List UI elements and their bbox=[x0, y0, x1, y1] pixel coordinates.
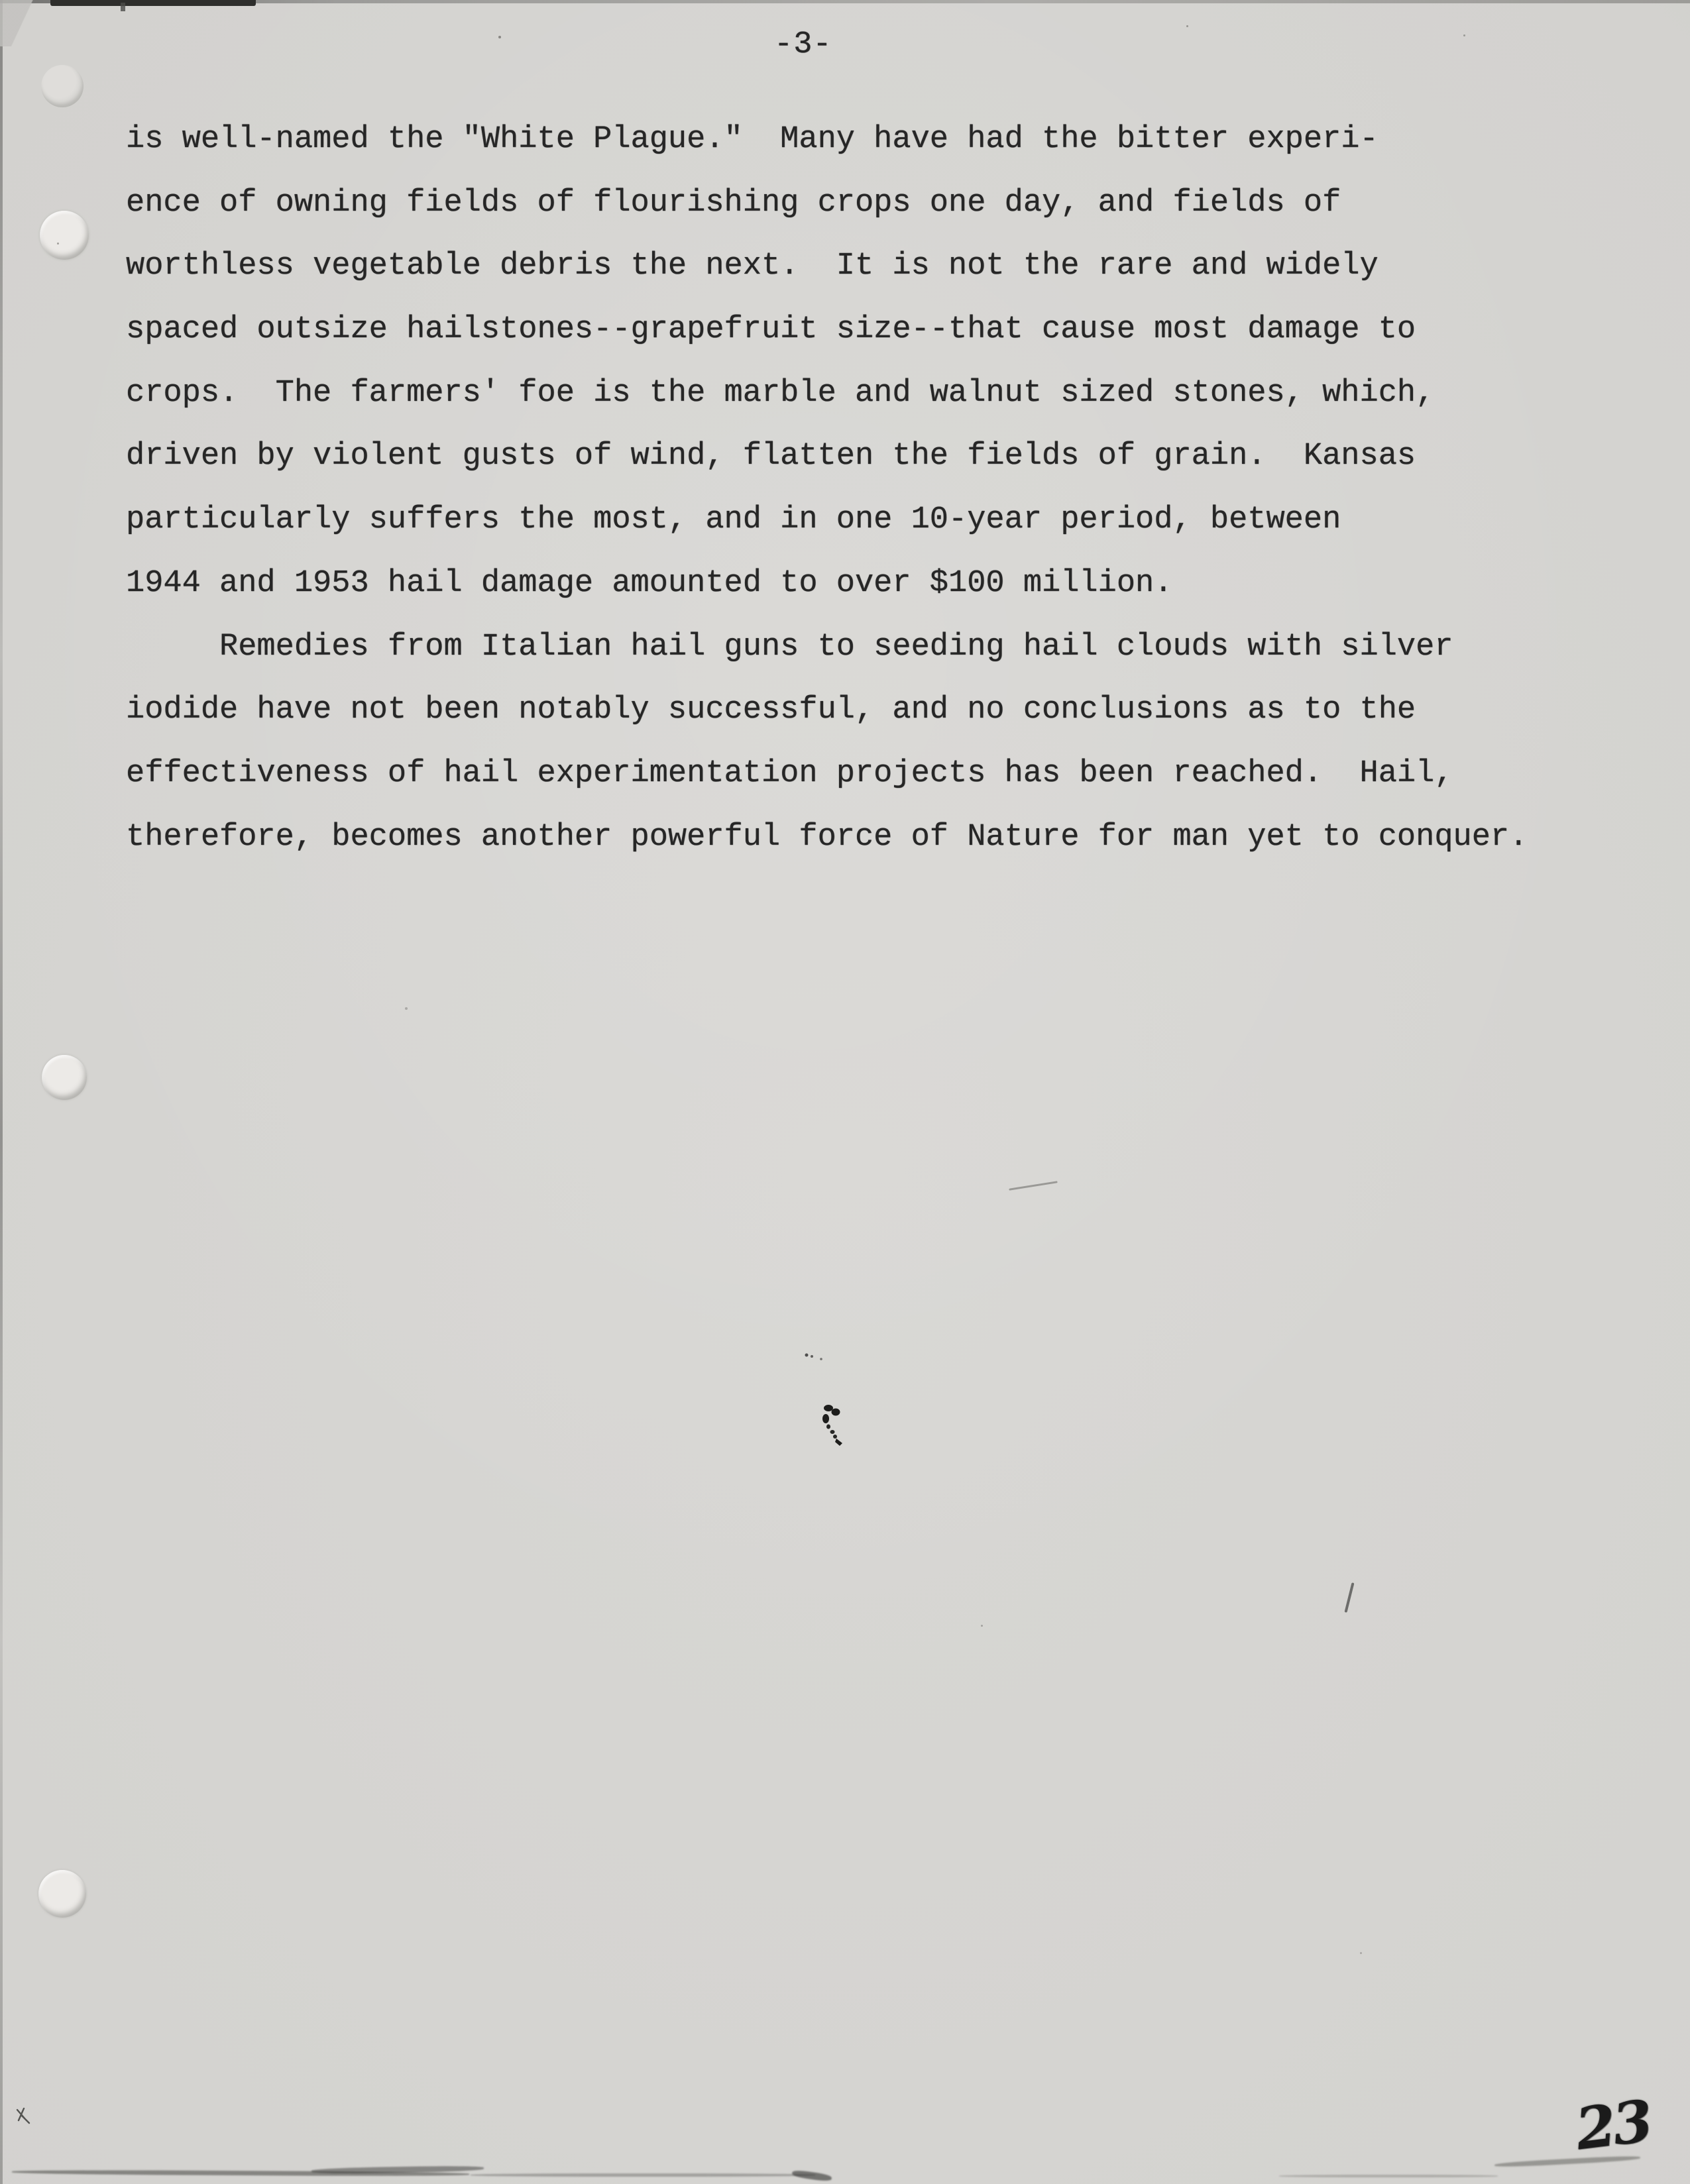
speck bbox=[1360, 1952, 1362, 1954]
text-line: crops. The farmers' foe is the marble and walnut sized stones, which, bbox=[126, 375, 1435, 411]
speck bbox=[405, 1007, 408, 1010]
text-line: ence of owning fields of flourishing crops one day, and fields of bbox=[126, 185, 1341, 221]
pen-slash-mark bbox=[1344, 1582, 1354, 1613]
punch-hole-middle bbox=[42, 1055, 87, 1100]
text-line: effectiveness of hail experimentation projects has been reached. Hail, bbox=[126, 755, 1453, 791]
paper-dimple bbox=[41, 65, 84, 107]
text-line: worthless vegetable debris the next. It is not the rare and widely bbox=[126, 248, 1379, 284]
scan-top-edge-dark-segment bbox=[50, 0, 256, 6]
text-line: therefore, becomes another powerful force of Nature for man yet to conquer. bbox=[126, 819, 1528, 855]
document-body bbox=[126, 108, 1650, 869]
scan-left-edge bbox=[0, 0, 3, 2184]
pencil-dash-mark bbox=[1009, 1181, 1058, 1191]
speck bbox=[1463, 34, 1465, 36]
bottom-edge-smudge bbox=[471, 2173, 815, 2177]
bottom-edge-smudge bbox=[792, 2169, 832, 2182]
punch-hole-bottom bbox=[38, 1870, 86, 1918]
page-number: -3- bbox=[774, 27, 832, 62]
speck bbox=[498, 36, 501, 38]
text-line: Remedies from Italian hail guns to seeding hail clouds with silver bbox=[126, 629, 1453, 665]
ink-smudge bbox=[799, 1348, 852, 1448]
scan-top-edge-notch bbox=[121, 3, 125, 11]
speck bbox=[57, 243, 59, 245]
paragraph bbox=[126, 616, 1650, 869]
text-line: 1944 and 1953 hail damage amounted to over $100 million. bbox=[126, 565, 1173, 601]
page-corner-fold bbox=[0, 0, 80, 46]
pencil-x-mark bbox=[15, 2106, 32, 2126]
bottom-edge-smudge bbox=[1279, 2175, 1498, 2177]
punch-hole-top bbox=[40, 211, 89, 260]
paragraph bbox=[126, 108, 1650, 616]
speck bbox=[981, 1625, 983, 1627]
text-line: spaced outsize hailstones--grapefruit size--that cause most damage to bbox=[126, 312, 1416, 348]
handwritten-page-number: 23 bbox=[1572, 2087, 1654, 2163]
text-line: particularly suffers the most, and in one 10-year period, between bbox=[126, 502, 1341, 538]
text-line: driven by violent gusts of wind, flatten the fields of grain. Kansas bbox=[126, 439, 1416, 474]
text-line: is well-named the "White Plague." Many have had the bitter experi- bbox=[126, 122, 1379, 157]
text-line: iodide have not been notably successful, and no conclusions as to the bbox=[126, 692, 1416, 728]
speck bbox=[1186, 25, 1188, 27]
